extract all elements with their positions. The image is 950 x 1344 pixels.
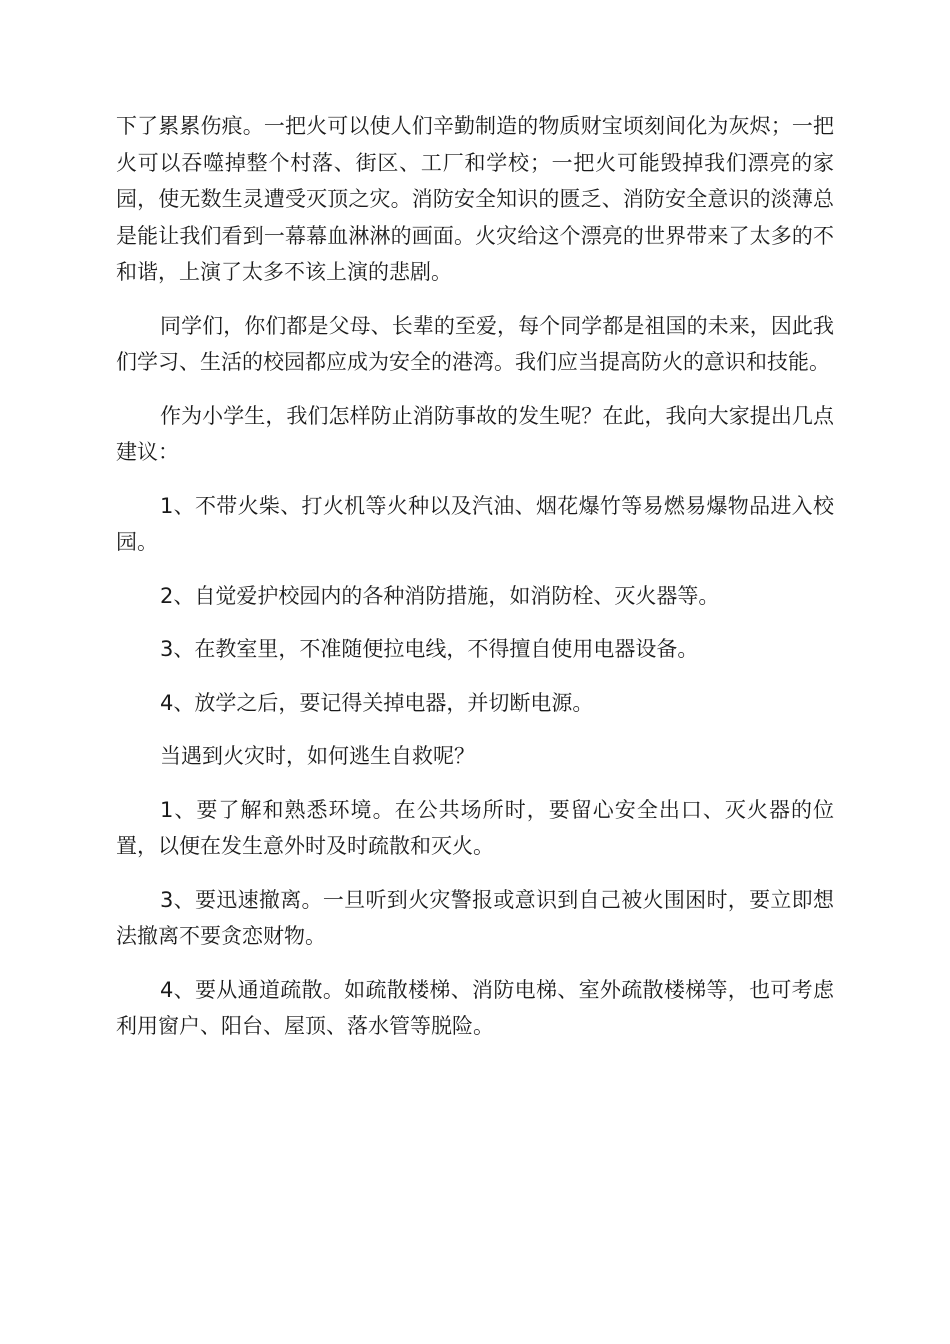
list-item-escape-4: 4、要从通道疏散。如疏散楼梯、消防电梯、室外疏散楼梯等，也可考虑利用窗户、阳台、屋顶、落水管等脱险。: [116, 977, 834, 1038]
list-item-escape-1: 1、要了解和熟悉环境。在公共场所时，要留心安全出口、灭火器的位置，以便在发生意外时及时疏散和灭火。: [116, 797, 834, 858]
paragraph-2: 同学们，你们都是父母、长辈的至爱，每个同学都是祖国的未来，因此我们学习、生活的校园都应成为安全的港湾。我们应当提高防火的意识和技能。: [116, 313, 834, 374]
list-item-escape-3: 3、要迅速撤离。一旦听到火灾警报或意识到自己被火围困时，要立即想法撤离不要贪恋财物。: [116, 887, 834, 948]
list-item-prevention-4: 4、放学之后，要记得关掉电器，并切断电源。: [160, 690, 594, 715]
list-item-prevention-1: 1、不带火柴、打火机等火种以及汽油、烟花爆竹等易燃易爆物品进入校园。: [116, 493, 834, 554]
document-body: [116, 108, 834, 1062]
paragraph-1: 下了累累伤痕。一把火可以使人们辛勤制造的物质财宝顷刻间化为灰烬；一把火可以吞噬掉整个村落、街区、工厂和学校；一把火可能毁掉我们漂亮的家园，使无数生灵遭受灭顶之灾。消防安全知识的匮乏、消防安全意识的淡薄总是能让我们看到一幕幕血淋淋的画面。火灾给这个漂亮的世界带来了太多的不和谐，上演了太多不该上演的悲剧。: [116, 114, 834, 284]
list-item-prevention-3: 3、在教室里，不准随便拉电线，不得擅自使用电器设备。: [160, 637, 699, 661]
paragraph-escape-heading: 当遇到火灾时，如何逃生自救呢？: [160, 744, 475, 768]
list-item-prevention-2: 2、自觉爱护校园内的各种消防措施，如消防栓、灭火器等。: [160, 583, 720, 608]
paragraph-3: 作为小学生，我们怎样防止消防事故的发生呢？在此，我向大家提出几点建议：: [116, 403, 834, 464]
